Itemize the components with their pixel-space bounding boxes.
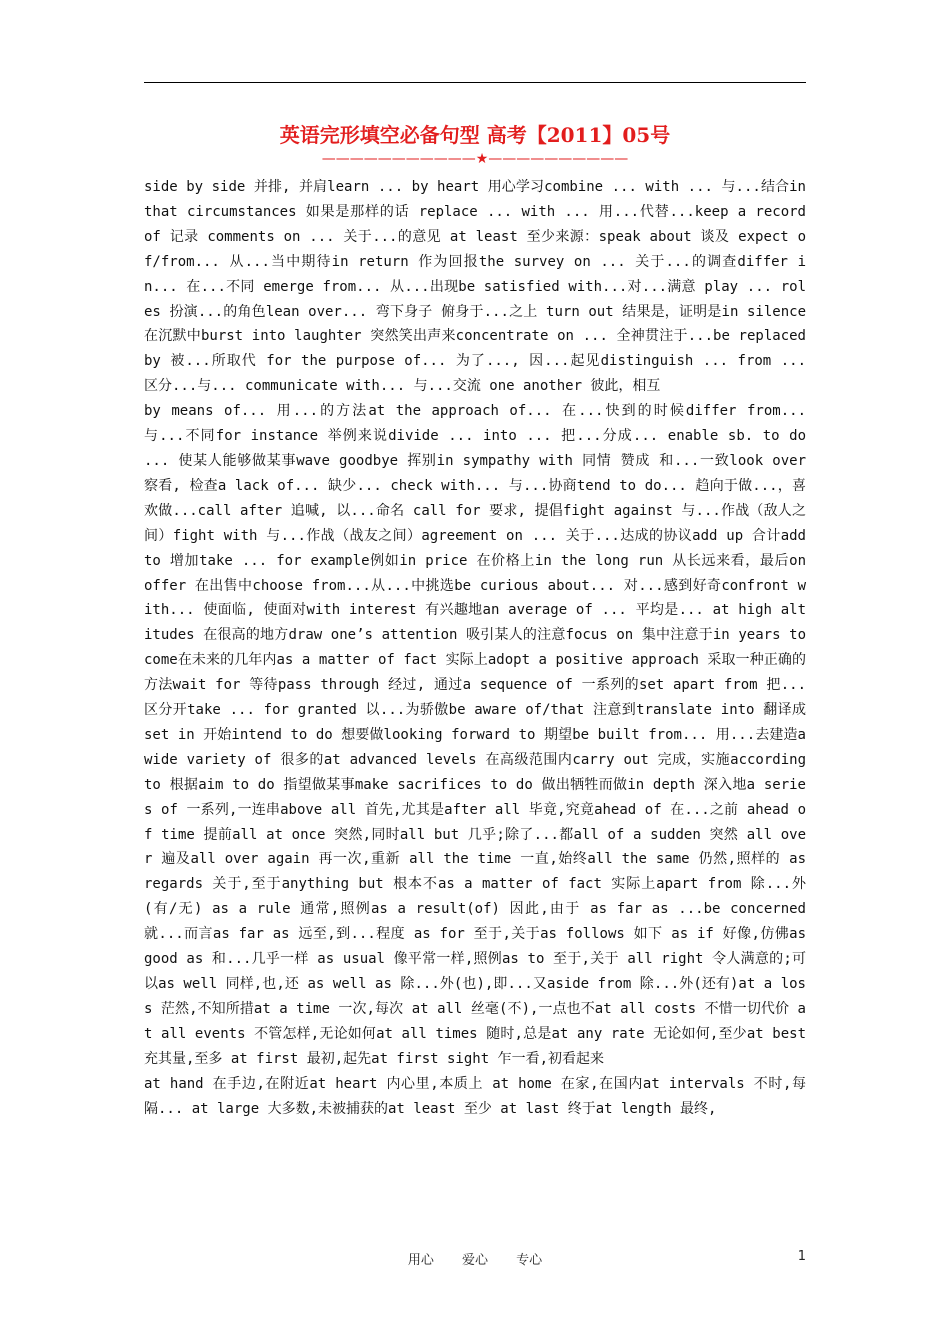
document-body [144,175,806,1121]
page-number: 1 [797,1249,806,1264]
title-star-ornament: ———————————★—————————— [321,151,629,167]
body-paragraph: by means of... 用...的方法at the approach of... 在...快到的时候differ from... 与...不同for instance 举例来说divide ... into ... 把...分成... enable sb. to do ... 使某人能够做某事wave goodbye 挥别in sympathy with 同情 赞成 和...一致look over 察看, 检查a lack of... 缺少... check with... 与...协商tend to do... 趋向于做...，喜欢做...call after 追喊, 以...命名 call for 要求, 提倡fight against 与...作战（敌人之间）fight with 与...作战（战友之间）agreement on ... 关于...达成的协议add up 合计add to 增加take ... for example例如in price 在价格上in the long run 从长远来看，最后on offer 在出售中choose from...从...中挑选be curious about... 对...感到好奇confront with... 使面临, 使面对with interest 有兴趣地an average of ... 平均是... at high altitudes 在很高的地方draw one’s attention 吸引某人的注意focus on 集中注意于in years to come在未来的几年内as a matter of fact 实际上adopt a positive approach 采取一种正确的方法wait for 等待pass through 经过, 通过a sequence of 一系列的set apart from 把...区分开take ... for granted 以...为骄傲be aware of/that 注意到translate into 翻译成set in 开始intend to do 想要做looking forward to 期望be built from... 用...去建造a wide variety of 很多的at advanced levels 在高级范围内carry out 完成，实施according to 根据aim to do 指望做某事make sacrifices to do 做出牺牲而做in depth 深入地a series of 一系列,一连串above all 首先,尤其是after all 毕竟,究竟ahead of 在...之前 ahead of time 提前all at once 突然,同时all but 几乎;除了...都all of a sudden 突然 all over 遍及all over again 再一次,重新 all the time 一直,始终all the same 仍然,照样的 as regards 关于,至于anything but 根本不as a matter of fact 实际上apart from 除...外(有/无) as a rule 通常,照例as a result(of) 因此,由于 as far as ...be concerned 就...而言as far as 远至,到...程度 as for 至于,关于as follows 如下 as if 好像,仿佛as good as 和...几乎一样 as usual 像平常一样,照例as to 至于,关于 all right 令人满意的;可以as well 同样,也,还 as well as 除...外(也),即...又aside from 除...外(还有)at a loss 茫然,不知所措at a time 一次,每次 at all 丝毫(不),一点也不at all costs 不惜一切代价 at all events 不管怎样,无论如何at all times 随时,总是at any rate 无论如何,至少at best 充其量,至多 at first 最初,起先at first sight 乍一看,初看起来 [144,403,806,1067]
body-paragraph: side by side 并排, 并肩learn ... by heart 用心学习combine ... with ... 与...结合in that circumstances 如果是那样的话 replace ... with ... 用...代替...keep a record of 记录 comments on ... 关于...的意见 at least 至少来源：speak about 谈及 expect of/from... 从...当中期待in return 作为回报the survey on ... 关于...的调查differ in... 在...不同 emerge from... 从...出现be satisfied with...对...满意 play ... roles 扮演...的角色lean over... 弯下身子 俯身于...之上 turn out 结果是，证明是in silence 在沉默中burst into laughter 突然笑出声来concentrate on ... 全神贯注于...be replaced by 被...所取代 for the purpose of... 为了..., 因...起见distinguish ... from ... 区分...与... communicate with... 与...交流 one another 彼此，相互 [144,179,806,395]
header-rule [144,82,806,83]
footer-motto: 用心 爱心 专心 [407,1253,543,1268]
document-title: 英语完形填空必备句型 高考【2011】05号 [279,123,671,147]
body-paragraph: at hand 在手边,在附近at heart 内心里,本质上 at home 在家,在国内at intervals 不时,每隔... at large 大多数,未被捕获的at least 至少 at last 终于at length 最终, [144,1075,806,1117]
